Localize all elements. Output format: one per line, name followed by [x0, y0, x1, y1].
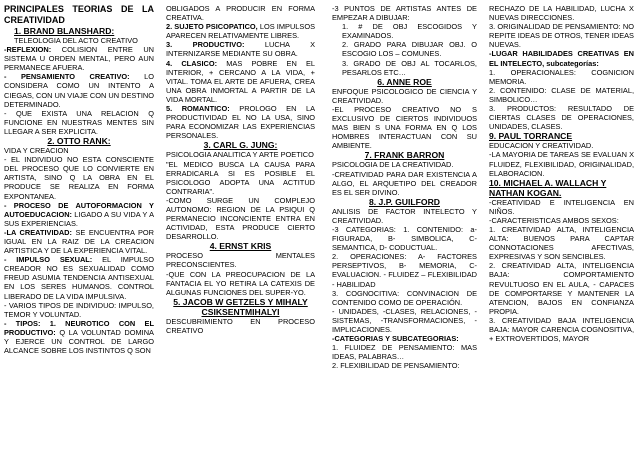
term-label: 5. ROMANTICO: — [166, 104, 230, 114]
term-text: EL IMPULSO CREADOR NO ES SEXUALIDAD COMO FREUD ASUMIA TENDENCIA ANTISEXUAL EN LOS SERES HUMANOS. CONTROL LIBERADO DE LA VIDA IMPULSIVA. — [4, 255, 154, 301]
column-2 — [166, 4, 315, 449]
paragraph: EDUCACION Y CREATIVIDAD. — [489, 141, 594, 151]
paragraph: -LUGAR HABILIDADES CREATIVAS EN EL INTELECTO, subcategorías: — [489, 49, 634, 68]
paragraph: 3. COGNOCITIVA: CONVINACION DE CONTENIDO COMO DE OPERACIÓN. — [332, 288, 477, 307]
paragraph — [4, 255, 154, 300]
section-title-torrance: 9. PAUL TORRANCE — [489, 131, 573, 142]
paragraph: -CREATIVIDAD E INTELIGENCIA EN NIÑOS. — [489, 197, 634, 216]
paragraph: 3. GRADO DE OBJ AL TOCARLOS, PESARLOS ETC… — [342, 58, 477, 77]
paragraph: 1. FLUIDEZ DE PENSAMIENTO: MAS IDEAS, PALABRAS… — [332, 343, 477, 362]
term-text: Q LA VOLUNTAD DOMINA Y EJERCE UN CONTROL DE LARGO ALCANCE SOBRE LOS INSTINTOS Q SON — [4, 327, 154, 356]
term-label: 2. SUJETO PSICOPATICO, — [166, 22, 258, 32]
term-text: LOS IMPULSOS APARECEN RELATIVAMENTE LIBRES. — [166, 22, 315, 41]
term-text: COLISION ENTRE UN SISTEMA U ORDEN MENTAL, PERO AUN PERMANECE AFUERA. — [4, 45, 154, 73]
column-1 — [4, 4, 154, 449]
paragraph: TELEOLOGIA DEL ACTO CREATIVO — [14, 36, 138, 45]
paragraph: 2. GRADO PARA DIBUJAR OBJ. O ESCOGIO LOS – COMUNES. — [342, 40, 477, 59]
section-title-roe: 6. ANNE ROE — [377, 76, 432, 87]
paragraph: DESCUBRIMIENTO EN PROCESO CREATIVO — [166, 316, 315, 335]
paragraph: 1. OPERACIONALES: COGNICION MEMORIA. — [489, 67, 634, 86]
section-title-jung: 3. CARL G. JUNG: — [203, 140, 278, 151]
document-title: PRINCIPALES TEORIAS DE LA CREATIVIDAD — [4, 4, 154, 25]
paragraph: -CREATIVIDAD PARA DAR EXISTENCIA A ALGO, EL ARQUETIPO DEL CREADOR ES EL SER DIVINO. — [332, 169, 477, 197]
term-text: LIGADO A SU VIDA Y A SUS EXPERIENCIAS. — [4, 209, 154, 228]
section-title-wallach-kogan: 10. MICHAEL A. WALLACH Y NATHAN KOGAN. — [489, 177, 607, 198]
column-3 — [332, 4, 477, 449]
paragraph: -CATEGORIAS Y SUBCATEGORIAS: — [332, 334, 459, 344]
paragraph: RECHAZO DE LA HABILIDAD, LUCHA X NUEVAS DIRECCIONES. — [489, 4, 634, 23]
paragraph — [4, 45, 154, 72]
paragraph: -LA MAYORIA DE TAREAS SE EVALUAN X FLUIDEZ, FLEXIBILIDAD, ORIGINALIDAD, ELABORACION. — [489, 150, 634, 178]
paragraph — [166, 40, 315, 58]
paragraph: VIDA Y CREACION — [4, 146, 69, 156]
term-label: - TIPOS: 1. NEUROTICO CON EL PRODUCTIVO: — [4, 318, 154, 337]
term-label: - PROCESO DE AUTOFORMACION Y AUTOEDUCACION: — [4, 200, 154, 219]
term-text: LUCHA X INTERNIZARSE MEDIANTE SU OBRA. — [166, 40, 315, 59]
paragraph — [166, 59, 315, 104]
paragraph: - VARIOS TIPOS DE INDIVIDUO: IMPULSO, TEMOR Y VOLUNTAD. — [4, 300, 154, 319]
paragraph: - QUE EXISTA UNA RELACION Q FUNCIONE EN NUESTRAS MENTES SIN LLEGAR A SER EXPLICITA. — [4, 108, 154, 136]
paragraph — [166, 104, 315, 140]
term-text: MAS POBRE EN EL INTERIOR, + CERCANO A LA VIDA, + VITAL. TOMA EL ARTE DE AFUERA, CREA UNA OBRA INMORTAL A PARTIR DE LA VIDA MORTAL. — [166, 58, 315, 104]
paragraph: -3 CATEGORIAS: 1. CONTENIDO: a- FIGURADA, B- SIMBOLICA, C- SEMANTICA, D- CODUCTUAL. — [332, 224, 477, 253]
paragraph: PSICOLOGIA ANALITICA Y ARTE POETICO — [166, 150, 314, 160]
paragraph: 3. ORIGINALIDAD DE PENSAMIENTO: NO REPITE IDEAS DE OTROS, TENER IDEAS NUEVAS. — [489, 22, 634, 50]
paragraph: -QUE CON LA PREOCUPACION DE LA FANTACIA EL YO RETIRA LA CATEXIS DE ALGUNAS FUNCIONES DEL SUPER-YO. — [166, 269, 315, 297]
paragraph — [166, 22, 315, 40]
term-text: SE ENCUENTRA POR IGUAL EN LA RAIZ DE LA CREACION ARTISTICA Y DE LA EXPERIENCIA VITAL. — [4, 227, 154, 256]
term-text: PROLOGO EN LA PRODUCTIVIDAD EL NO LA USA, SINO PARA ECONOMIZAR LAS EXPERIENCIAS PERSONALES. — [166, 104, 315, 141]
paragraph: 1. # DE OBJ ESCOGIDOS Y EXAMINADOS. — [342, 22, 477, 41]
paragraph — [4, 319, 154, 355]
paragraph: -3 PUNTOS DE ARTISTAS ANTES DE EMPEZAR A DIBUJAR: — [332, 4, 477, 23]
paragraph: 2. CONTENIDO: CLASE DE MATERIAL, SIMBOLICO… — [489, 85, 634, 104]
paragraph: OBLIGADOS A PRODUCIR EN FORMA CREATIVA. — [166, 4, 315, 23]
paragraph: ANLISIS DE FACTOR INTELECTO Y CREATIVIDAD. — [332, 206, 477, 225]
paragraph — [4, 228, 154, 255]
paragraph: - EL INDIVIDUO NO ESTA CONSCIENTE DEL PROCESO QUE LO CONVIERTE EN ARTISTA, SINO Q LA OBRA EN EL PRODUCE SE REALIZA EN FORMA EXPONTANEA. — [4, 155, 154, 201]
paragraph: -EL PROCESO CREATIVO NO S EXCLUSIVO DE CIERTOS INDIVIDUOS MAS BIEN S UNA FORMA EN Q LOS HOMBRES INTERACTUAN CON SU AMBIENTE. — [332, 104, 477, 151]
paragraph: PROCESO MENTALES PRECONSCIENTES. — [166, 251, 315, 270]
term-label: - IMPULSO SEXUAL: — [4, 255, 93, 265]
term-text: LO CONSIDERA COMO UN INTENTO A CIEGAS, CON UN VIAJE CON UN DESTINO DETERMINADO. — [4, 72, 154, 109]
section-title-kris: 4. ERNST KRIS — [209, 241, 272, 252]
section-title-blanshard: 1. BRAND BLANSHARD: — [14, 26, 115, 36]
term-label: -REFLEXION: — [4, 45, 52, 55]
paragraph: 1. CREATIVIDAD ALTA, INTELIGENCIA ALTA: BUENOS PARA CAPTAR CONNOTACIONES AFECTIVAS, EXPRESIVAS Y SON SENCIBLES. — [489, 224, 634, 262]
term-label: 4. CLASICO: — [166, 58, 218, 68]
paragraph — [4, 72, 154, 108]
paragraph: 3. PRODUCTOS: RESULTADO DE CIERTAS CLASES DE OPERACIONES, UNIDADES, CLASES. — [489, 104, 634, 132]
paragraph: -CARACTERISTICAS AMBOS SEXOS: — [489, 215, 619, 225]
section-title-guilford: 8. J.P. GUILFORD — [369, 196, 440, 207]
paragraph: -COMO SURGE UN COMPLEJO AUTONOMO: REGION DE LA PSIQUI Q PERMANECIO INCONCIENTE ENTRA EN ACTIVIDAD, ESTA PRODUCE CIERTO DESARROLLO. — [166, 195, 315, 242]
paragraph: PSICOLOGIA DE LA CREATIVIDAD. — [332, 160, 454, 170]
term-label: - PENSAMIENTO CREATIVO: — [4, 72, 130, 82]
paragraph: 3. CREATIVIDAD BAJA INTELIGENCIA BAJA: MAYOR CARENCIA COGNOSITIVA, + EXTROVERTIDOS, MAYOR — [489, 315, 634, 344]
paragraph: ENFOQUE PSICOLOGICO DE CIENCIA Y CREATIVIDAD. — [332, 86, 477, 105]
section-title-barron: 7. FRANK BARRON — [364, 150, 445, 161]
paragraph: 2. FLEXIBILIDAD DE PENSAMIENTO: — [332, 361, 460, 371]
paragraph: - UNIDADES, -CLASES, RELACIONES, -SISTEMAS, -TRANSFORMACIONES, -IMPLICACIONES. — [332, 306, 477, 334]
term-label: 3. PRODUCTIVO: — [166, 40, 245, 50]
term-label: -LA CREATIVIDAD: — [4, 227, 72, 237]
paragraph: "EL MEDICO BUSCA LA CAUSA PARA ERRADICARLA SI ES POSIBLE EL PSICOLOGO ADOPTA UNA ACTITUD CONTRARIA". — [166, 159, 315, 196]
section-title-getzels: 5. JACOB W GETZELS Y MIHALY CSIKSENTMIHALYI — [173, 296, 308, 317]
section-title-rank: 2. OTTO RANK: — [47, 136, 111, 147]
paragraph: 2. OPERACIONES: A- FACTORES PERSEPTIVOS, B- MEMORIA, C- EVALUACION. - FLUIDEZ – FLEXIBILIDAD - HABILIDAD — [332, 252, 477, 289]
paragraph — [4, 201, 154, 228]
paragraph: 2. CREATIVIDAD ALTA, INTELIGENCIA BAJA: COMPORTAMIENTO REVULTUOSO EN EL AULA, - CAPACES DE COMPORTARSE Y MANTENER LA ATENCION, BAJOS EN CONFIANZA PROPIA. — [489, 261, 634, 316]
column-4 — [489, 4, 634, 449]
